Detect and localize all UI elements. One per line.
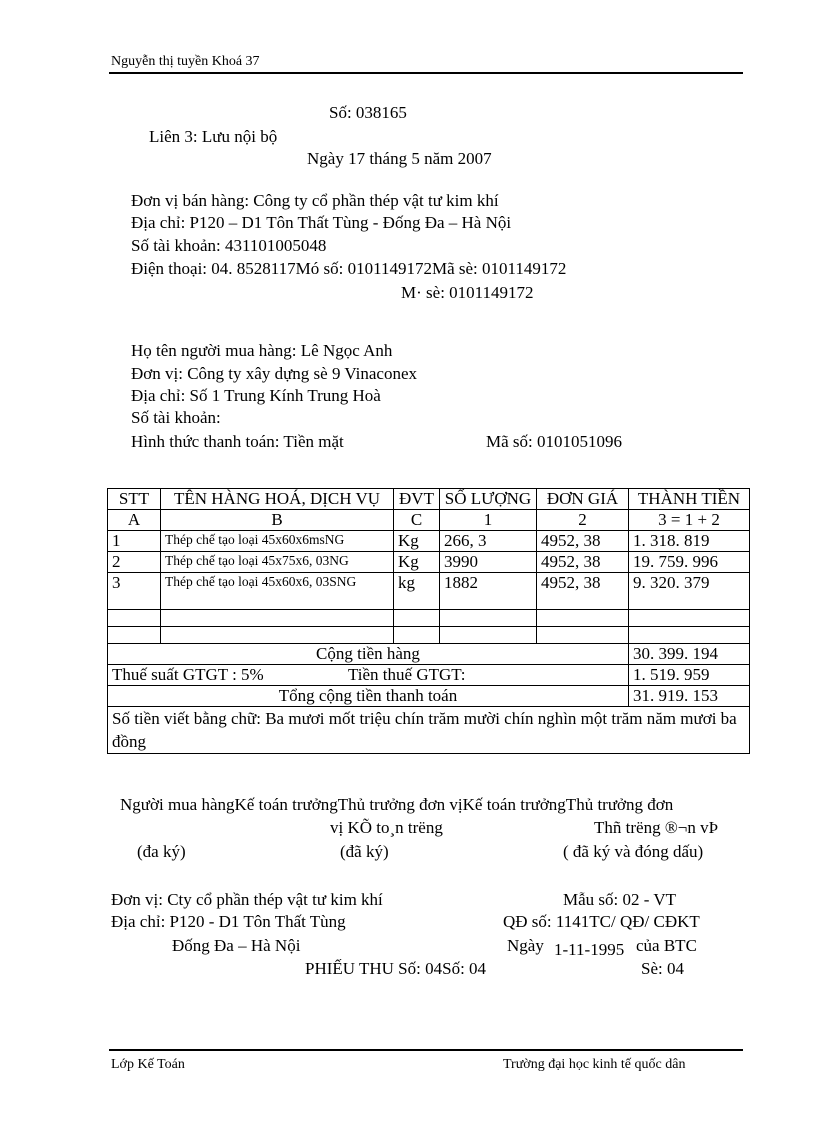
signature-titles: Người mua hàngKế toán trưởngThủ trưởng đơn vịKế toán trưởngThủ trưởng đơn [120,795,674,814]
header-price: ĐƠN GIÁ [537,489,629,510]
row-amount: 19. 759. 996 [629,552,750,573]
buyer-unit: Đơn vị: Công ty xây dựng sè 9 Vinaconex [131,364,418,383]
table-row [108,552,750,573]
vat-label: Tiền thuế GTGT: [348,665,466,684]
buyer-name: Họ tên người mua hàng: Lê Ngọc Anh [131,341,393,360]
table-code-row [108,510,750,531]
header-unit: ĐVT [394,489,440,510]
row-price: 4952, 38 [537,531,629,552]
amount-in-words-row [108,707,750,754]
subtotal-value: 30. 399. 194 [629,644,750,665]
total-label: Tổng cộng tiền thanh toán [108,686,629,707]
footer-rule [109,1049,743,1051]
receipt-date-suffix: của BTC [636,936,697,955]
seller-address: Địa chỉ: P120 – D1 Tôn Thất Tùng - Đống Đa – Hà Nội [131,213,512,232]
code-cell: 1 [440,510,537,531]
buyer-tax-code: Mã số: 0101051096 [486,432,622,451]
row-stt: 3 [108,573,161,610]
table-row [108,573,750,610]
row-item: Thép chế tạo loại 45x60x6msNG [161,531,394,552]
vat-rate: Thuế suất GTGT : 5% [112,665,264,684]
subtotal-row [108,644,750,665]
row-quantity: 266, 3 [440,531,537,552]
code-cell: B [161,510,394,531]
header-rule [109,72,743,74]
seller-account: Số tài khoản: 431101005048 [131,236,327,255]
receipt-address: Địa chỉ: P120 - D1 Tôn Thất Tùng [111,912,346,931]
buyer-payment: Hình thức thanh toán: Tiền mặt [131,432,344,451]
header-quantity: SỐ LƯỢNG [440,489,537,510]
row-amount: 1. 318. 819 [629,531,750,552]
row-quantity: 3990 [440,552,537,573]
header-stt: STT [108,489,161,510]
footer-left: Lớp Kế Toán [111,1057,185,1072]
row-item: Thép chế tạo loại 45x60x6, 03SNG [161,573,394,610]
signature-status-director: ( đã ký và đóng dấu) [563,842,704,861]
row-unit: Kg [394,552,440,573]
table-row-empty [108,610,750,627]
table-row-empty [108,627,750,644]
buyer-account: Số tài khoản: [131,408,221,427]
row-stt: 1 [108,531,161,552]
receipt-decision: QĐ số: 1141TC/ QĐ/ CĐKT [503,912,700,931]
header-item: TÊN HÀNG HOÁ, DỊCH VỤ [161,489,394,510]
signature-status-buyer: (đa ký) [137,842,186,861]
code-cell: 2 [537,510,629,531]
page-header: Nguyễn thị tuyền Khoá 37 [111,54,260,69]
invoice-table [107,488,750,754]
code-cell: 3 = 1 + 2 [629,510,750,531]
vat-cell [108,665,629,686]
code-cell: A [108,510,161,531]
invoice-number: Số: 038165 [329,103,407,122]
receipt-unit: Đơn vị: Cty cổ phần thép vật tư kim khí [111,890,383,909]
receipt-date-prefix: Ngày [507,936,544,955]
row-unit: kg [394,573,440,610]
signature-titles-cont-2: Thñ trëng ®¬n vÞ [594,818,719,837]
row-price: 4952, 38 [537,573,629,610]
invoice-copy: Liên 3: Lưu nội bộ [149,127,278,146]
row-unit: Kg [394,531,440,552]
row-amount: 9. 320. 379 [629,573,750,610]
signature-status-accountant: (đã ký) [340,842,389,861]
receipt-date-value: 1-11-1995 [554,940,625,959]
receipt-form: Mẫu số: 02 - VT [563,890,677,909]
row-quantity: 1882 [440,573,537,610]
receipt-number: Sè: 04 [641,959,684,978]
row-item: Thép chế tạo loại 45x75x6, 03NG [161,552,394,573]
seller-tax-code: M· sè: 0101149172 [401,283,534,302]
receipt-district: Đống Đa – Hà Nội [172,936,301,955]
seller-unit: Đơn vị bán hàng: Công ty cổ phần thép vật tư kim khí [131,191,499,210]
total-row [108,686,750,707]
seller-phone: Điện thoại: 04. 8528117Mó số: 0101149172Mã sè: 0101149172 [131,259,567,278]
vat-row [108,665,750,686]
amount-in-words: Số tiền viết bằng chữ: Ba mươi mốt triệu chín trăm mười chín nghìn một trăm năm mươi ba đồng [108,707,750,754]
signature-titles-cont: vị KÕ to¸n trëng [330,818,443,837]
code-cell: C [394,510,440,531]
receipt-title: PHIẾU THU Số: 04Số: 04 [305,959,487,978]
table-header-row [108,489,750,510]
subtotal-label: Cộng tiền hàng [108,644,629,665]
row-price: 4952, 38 [537,552,629,573]
total-value: 31. 919. 153 [629,686,750,707]
header-amount: THÀNH TIỀN [629,489,750,510]
footer-right: Trường đại học kinh tế quốc dân [503,1057,686,1072]
invoice-date: Ngày 17 tháng 5 năm 2007 [307,149,492,168]
vat-value: 1. 519. 959 [629,665,750,686]
row-stt: 2 [108,552,161,573]
buyer-address: Địa chỉ: Số 1 Trung Kính Trung Hoà [131,386,381,405]
table-row [108,531,750,552]
